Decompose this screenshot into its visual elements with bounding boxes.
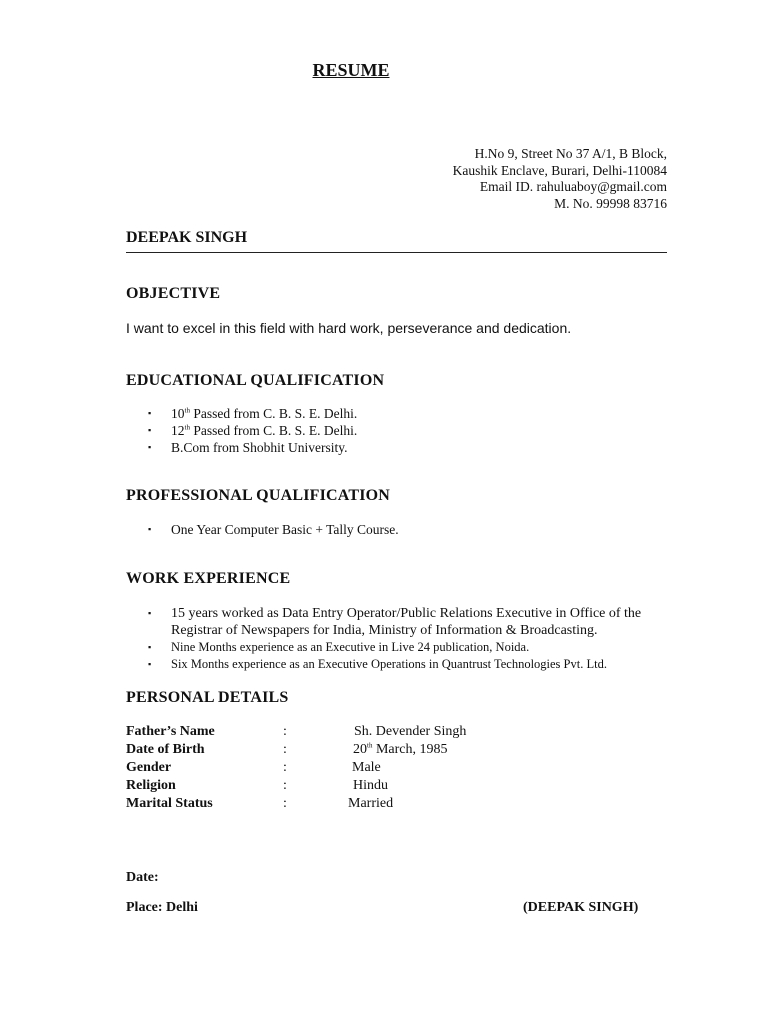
personal-row-father bbox=[126, 724, 666, 742]
list-item: ▪ Nine Months experience as an Executive in Live 24 publication, Noida. bbox=[148, 640, 530, 654]
resume-title: RESUME bbox=[312, 60, 390, 80]
list-item: ▪ 15 years worked as Data Entry Operator/Public Relations Executive in Office of the Registrar of Newspapers for India, Ministry of Information & Broadcasting. bbox=[148, 606, 642, 638]
signature-name: (DEEPAK SINGH) bbox=[523, 900, 639, 915]
personal-row-marital bbox=[126, 796, 666, 814]
field-colon: : bbox=[283, 778, 287, 793]
professional-list bbox=[148, 521, 668, 538]
place-label: Place: Delhi bbox=[126, 900, 198, 915]
personal-row-dob bbox=[126, 742, 666, 760]
work-list bbox=[148, 605, 668, 673]
field-label: Religion bbox=[126, 778, 176, 793]
date-label: Date: bbox=[126, 870, 159, 885]
work-heading: WORK EXPERIENCE bbox=[126, 570, 291, 587]
field-value: Sh. Devender Singh bbox=[354, 724, 467, 739]
address-line-1: H.No 9, Street No 37 A/1, B Block, bbox=[474, 146, 667, 161]
field-label: Father’s Name bbox=[126, 724, 215, 739]
field-colon: : bbox=[283, 760, 287, 775]
field-label: Date of Birth bbox=[126, 742, 205, 757]
email-line: Email ID. rahuluaboy@gmail.com bbox=[479, 179, 667, 194]
mobile-line: M. No. 99998 83716 bbox=[554, 195, 667, 211]
professional-heading: PROFESSIONAL QUALIFICATION bbox=[126, 487, 391, 504]
personal-heading: PERSONAL DETAILS bbox=[126, 689, 289, 706]
bullet-icon: ▪ bbox=[148, 608, 152, 618]
candidate-name: DEEPAK SINGH bbox=[126, 229, 667, 253]
field-label: Marital Status bbox=[126, 796, 213, 811]
objective-text: I want to excel in this field with hard work, perseverance and dedication. bbox=[126, 320, 572, 336]
field-value: Married bbox=[348, 796, 394, 811]
personal-row-gender bbox=[126, 760, 666, 778]
bullet-icon: ▪ bbox=[148, 659, 152, 669]
bullet-icon: ▪ bbox=[148, 524, 152, 534]
field-colon: : bbox=[283, 796, 287, 811]
list-item: ▪ 10th Passed from C. B. S. E. Delhi. bbox=[148, 406, 358, 421]
education-heading: EDUCATIONAL QUALIFICATION bbox=[126, 372, 385, 389]
field-value: Hindu bbox=[353, 778, 388, 793]
field-value: 20th March, 1985 bbox=[353, 741, 448, 757]
education-list bbox=[148, 405, 668, 456]
address-line-2: Kaushik Enclave, Burari, Delhi-110084 bbox=[452, 162, 667, 178]
list-item: ▪ B.Com from Shobhit University. bbox=[148, 440, 348, 455]
field-label: Gender bbox=[126, 760, 172, 775]
list-item: ▪ Six Months experience as an Executive Operations in Quantrust Technologies Pvt. Ltd. bbox=[148, 657, 607, 671]
bullet-icon: ▪ bbox=[148, 442, 152, 452]
field-colon: : bbox=[283, 742, 287, 757]
bullet-icon: ▪ bbox=[148, 425, 152, 435]
list-item: ▪ 12th Passed from C. B. S. E. Delhi. bbox=[148, 423, 358, 438]
bullet-icon: ▪ bbox=[148, 642, 152, 652]
objective-heading: OBJECTIVE bbox=[126, 285, 221, 302]
field-colon: : bbox=[283, 724, 287, 739]
address-block bbox=[453, 146, 667, 212]
personal-row-religion bbox=[126, 778, 666, 796]
list-item: ▪ One Year Computer Basic + Tally Course. bbox=[148, 522, 399, 537]
field-value: Male bbox=[352, 760, 381, 775]
bullet-icon: ▪ bbox=[148, 408, 152, 418]
